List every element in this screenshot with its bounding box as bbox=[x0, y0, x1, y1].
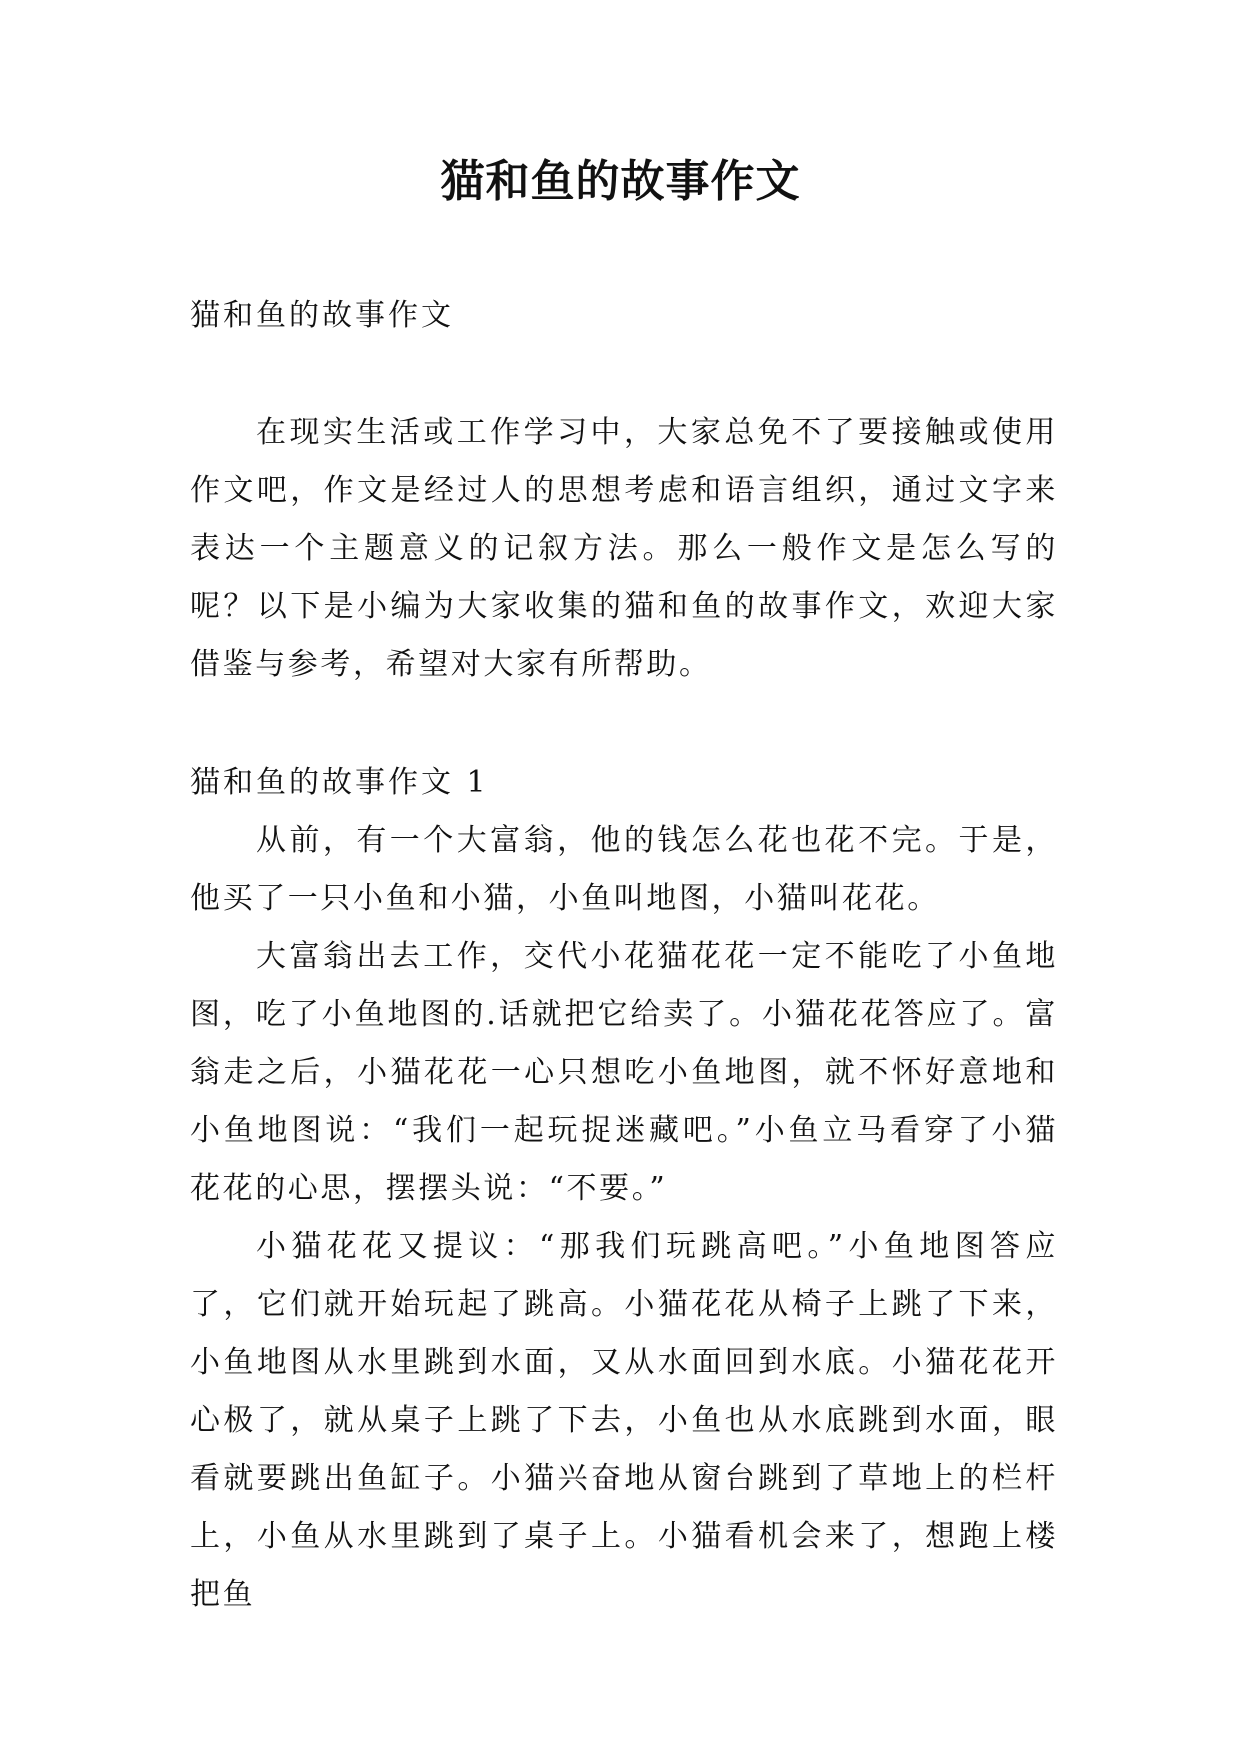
body-paragraph-1: 从前，有一个大富翁，他的钱怎么花也花不完。于是，他买了一只小鱼和小猫，小鱼叫地图，小猫叫花花。 bbox=[190, 823, 1058, 916]
document-title: 猫和鱼的故事作文 bbox=[440, 156, 801, 207]
intro-paragraph: 在现实生活或工作学习中，大家总免不了要接触或使用作文吧，作文是经过人的思想考虑和语言组织，通过文字来表达一个主题意义的记叙方法。那么一般作文是怎么写的呢？以下是小编为大家收集的猫和鱼的故事作文，欢迎大家借鉴与参考，希望对大家有所帮助。 bbox=[190, 415, 1058, 682]
document-body bbox=[190, 288, 1058, 1624]
body-paragraph-3: 小猫花花又提议：“那我们玩跳高吧。”小鱼地图答应了，它们就开始玩起了跳高。小猫花花从椅子上跳了下来，小鱼地图从水里跳到水面，又从水面回到水底。小猫花花开心极了，就从桌子上跳了下去，小鱼也从水底跳到水面，眼看就要跳出鱼缸子。小猫兴奋地从窗台跳到了草地上的栏杆上，小鱼从水里跳到了桌子上。小猫看机会来了，想跑上楼把鱼 bbox=[190, 1229, 1058, 1612]
document-subtitle: 猫和鱼的故事作文 bbox=[190, 298, 454, 333]
body-paragraph-2: 大富翁出去工作，交代小花猫花花一定不能吃了小鱼地图，吃了小鱼地图的.话就把它给卖了。小猫花花答应了。富翁走之后，小猫花花一心只想吃小鱼地图，就不怀好意地和小鱼地图说：“我们一起玩捉迷藏吧。”小鱼立马看穿了小猫花花的心思，摆摆头说：“不要。” bbox=[190, 939, 1058, 1206]
section-title: 猫和鱼的故事作文 1 bbox=[190, 765, 489, 800]
